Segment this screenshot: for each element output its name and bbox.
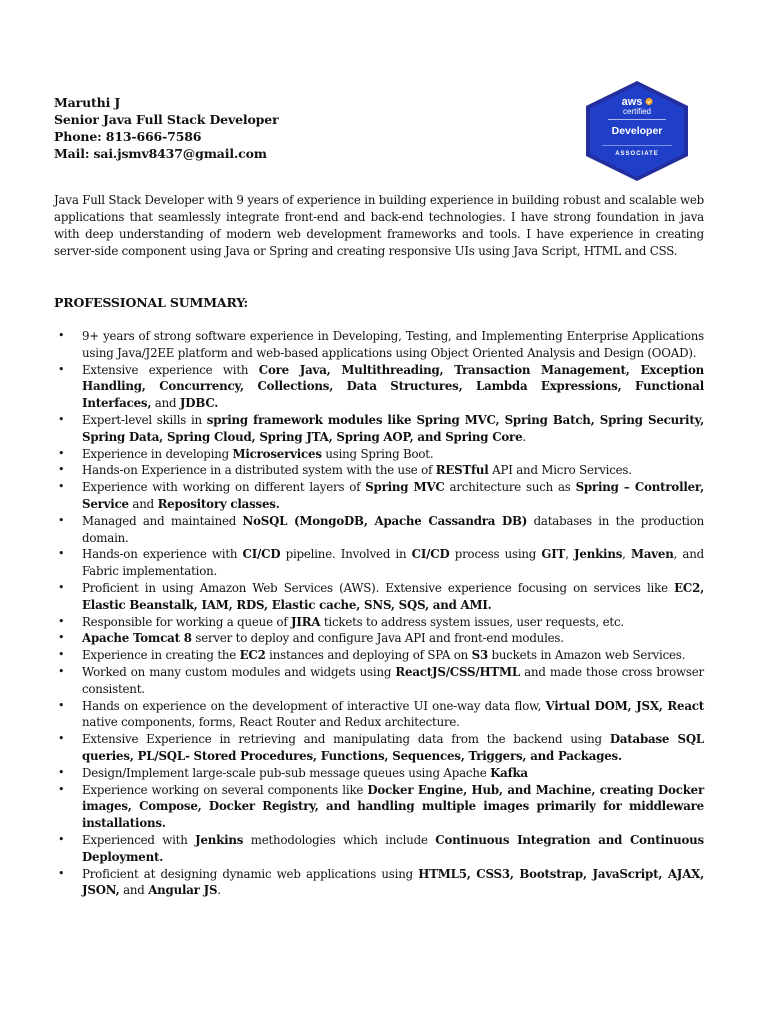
bullet-icon: • (58, 614, 65, 628)
professional-summary-list (54, 328, 704, 899)
text-segment: process using (449, 547, 542, 562)
text-segment: Extensive Experience in retrieving and manipulating data from the backend using (82, 732, 610, 747)
text-segment: , and Fabric implementation. (82, 547, 704, 579)
bold-segment: Apache Tomcat 8 (82, 631, 192, 646)
badge-role: Developer (611, 125, 663, 137)
professional-summary-heading: PROFESSIONAL SUMMARY: (54, 295, 249, 310)
badge-level-bar (602, 145, 672, 146)
bold-segment: Continuous Integration and Continuous Deployment. (82, 832, 704, 864)
contact-header (54, 94, 279, 162)
text-segment: native components, forms, React Router and Redux architecture. (82, 715, 460, 730)
intro-paragraph: Java Full Stack Developer with 9 years of experience in building experience in building robust and scalable web applications that seamlessly integrate front-end and back-end technologies. I have strong foundation in java with deep understanding of modern web development frameworks and tools. I have experience in creating server-side component using Java or Spring and creating responsive UIs using Java Script, HTML and CSS. (54, 193, 704, 258)
text-segment: Expert-level skills in (82, 412, 207, 427)
text-segment: pipeline. Involved in (280, 547, 412, 562)
text-segment: server to deploy and configure Java API and front-end modules. (191, 631, 564, 646)
summary-item (54, 664, 704, 698)
bold-segment: ReactJS/CSS/HTML (395, 664, 520, 679)
bold-segment: Virtual DOM, JSX, React (545, 698, 705, 713)
bullet-icon: • (58, 513, 65, 527)
bullet-icon: • (58, 631, 65, 645)
bullet-icon: • (58, 463, 65, 477)
text-segment: Experience in developing (82, 446, 233, 461)
text-segment: Experienced with (82, 832, 196, 847)
text-segment: Hands-on Experience in a distributed system with the use of (82, 463, 436, 478)
text-segment: Worked on many custom modules and widgets using (82, 664, 396, 679)
summary-item (54, 782, 704, 832)
text-segment: Responsible for working a queue of (82, 614, 292, 629)
text-segment: and (119, 883, 149, 898)
bullet-icon: • (58, 648, 65, 662)
summary-item (54, 412, 704, 446)
bold-segment: Core Java, Multithreading, Transaction Management, Exception Handling, Concurrency, Collections, Data Structures, Lambda Expressions, Functional Interfaces, (82, 362, 704, 411)
summary-item (54, 614, 704, 631)
badge-brand: aws (621, 96, 643, 108)
job-title: Senior Java Full Stack Developer (54, 112, 279, 127)
text-segment: architecture such as (444, 480, 576, 495)
bold-segment: Jenkins (195, 832, 244, 847)
bold-segment: Docker Engine, Hub, and Machine, creating Docker images, Compose, Docker Registry, and handling multiple images primarily for middleware installations. (82, 782, 704, 831)
bullet-icon: • (58, 329, 65, 342)
text-segment: Managed and maintained (82, 513, 243, 528)
bullet-icon: • (58, 698, 65, 712)
text-segment: instances and deploying of SPA on (265, 648, 472, 663)
badge-rule (608, 119, 666, 120)
summary-item (54, 580, 704, 614)
summary-item (54, 647, 704, 664)
text-segment: and made those cross browser consistent. (82, 664, 704, 696)
summary-item (54, 832, 704, 866)
text-segment: . (522, 429, 526, 444)
text-segment: API and Micro Services. (488, 463, 632, 478)
summary-item (54, 479, 704, 513)
bold-segment: Maven (630, 547, 674, 562)
bold-segment: spring framework modules like Spring MVC, Spring Batch, Spring Security, Spring Data, Spring Cloud, Spring JTA, Spring AOP, and Spring Core (82, 412, 704, 444)
text-segment: Proficient at designing dynamic web applications using (82, 866, 419, 881)
text-segment: Experience in creating the (82, 648, 240, 663)
bold-segment: S3 (471, 648, 488, 663)
bullet-icon: • (58, 362, 65, 376)
text-segment: Hands-on experience with (82, 547, 243, 562)
text-segment: Hands on experience on the development of interactive UI one-way data flow, (82, 698, 546, 713)
bold-segment: Jenkins (574, 547, 623, 562)
bullet-icon: • (58, 765, 65, 779)
bold-segment: GIT (541, 547, 566, 562)
text-segment: Experience working on several components like (82, 782, 368, 797)
text-segment: Experience with working on different layers of (82, 480, 366, 495)
summary-item (54, 698, 704, 732)
text-segment: . (217, 883, 221, 898)
text-segment: Design/Implement large-scale pub-sub message queues using Apache (82, 765, 491, 780)
text-segment: databases in the production domain. (82, 513, 704, 545)
text-segment: , (622, 547, 631, 562)
bold-segment: JIRA (291, 614, 321, 629)
bullet-icon: • (58, 580, 65, 594)
summary-item (54, 731, 704, 765)
text-segment: , (565, 547, 575, 562)
bold-segment: Angular JS (148, 883, 218, 898)
summary-item (54, 630, 704, 647)
bold-segment: Kafka (490, 765, 528, 780)
bullet-icon: • (58, 664, 65, 678)
text-segment: and (128, 496, 158, 511)
bold-segment: Microservices (232, 446, 322, 461)
summary-item (54, 362, 704, 412)
bold-segment: Spring – Controller, Service (82, 480, 704, 511)
summary-item (54, 866, 704, 900)
summary-item (54, 546, 704, 580)
bullet-icon: • (58, 446, 65, 460)
bold-segment: HTML5, CSS3, Bootstrap, JavaScript, AJAX, JSON, (82, 866, 705, 898)
badge-certified: certified (622, 107, 652, 116)
text-segment: methodologies which include (243, 832, 436, 847)
mail-line: Mail: sai.jsmv8437@gmail.com (54, 146, 267, 161)
badge-level: ASSOCIATE (615, 151, 659, 157)
bullet-icon: • (58, 832, 65, 846)
text-segment: Extensive experience with (82, 362, 259, 377)
summary-item (54, 462, 704, 479)
bold-segment: EC2 (239, 648, 266, 663)
bold-segment: Spring MVC (365, 480, 445, 495)
aws-certified-badge (584, 80, 690, 182)
summary-item (54, 328, 704, 362)
bullet-icon: • (58, 732, 65, 746)
bold-segment: JDBC. (179, 396, 219, 411)
bullet-icon: • (58, 782, 65, 796)
summary-item (54, 513, 704, 547)
bold-segment: RESTful (435, 463, 489, 478)
bullet-icon: • (58, 480, 65, 494)
text-segment: using Spring Boot. (321, 446, 434, 461)
text-segment: buckets in Amazon web Services. (487, 648, 686, 663)
bold-segment: Repository classes. (157, 496, 280, 511)
text-segment: and (151, 396, 180, 411)
summary-item (54, 765, 704, 782)
bullet-icon: • (58, 412, 65, 426)
bold-segment: NoSQL (MongoDB, Apache Cassandra DB) (242, 513, 528, 528)
summary-item (54, 446, 704, 463)
candidate-name: Maruthi J (54, 95, 121, 110)
badge-check-icon (645, 98, 652, 105)
bold-segment: CI/CD (411, 547, 450, 562)
bold-segment: Database SQL queries, PL/SQL- Stored Procedures, Functions, Sequences, Triggers, and Packages. (82, 732, 704, 763)
bold-segment: EC2, Elastic Beanstalk, IAM, RDS, Elastic cache, SNS, SQS, and AMI. (82, 580, 704, 612)
bullet-icon: • (58, 866, 65, 880)
bullet-icon: • (58, 547, 65, 561)
text-segment: 9+ years of strong software experience in Developing, Testing, and Implementing Enterprise Applications using Java/J2EE platform and web-based applications using Object Oriented Analysis and Design (OOAD). (82, 329, 704, 360)
text-segment: tickets to address system issues, user requests, etc. (320, 614, 624, 629)
phone-line: Phone: 813-666-7586 (54, 129, 202, 144)
bold-segment: CI/CD (242, 547, 281, 562)
text-segment: Proficient in using Amazon Web Services (AWS). Extensive experience focusing on services like (82, 580, 675, 595)
